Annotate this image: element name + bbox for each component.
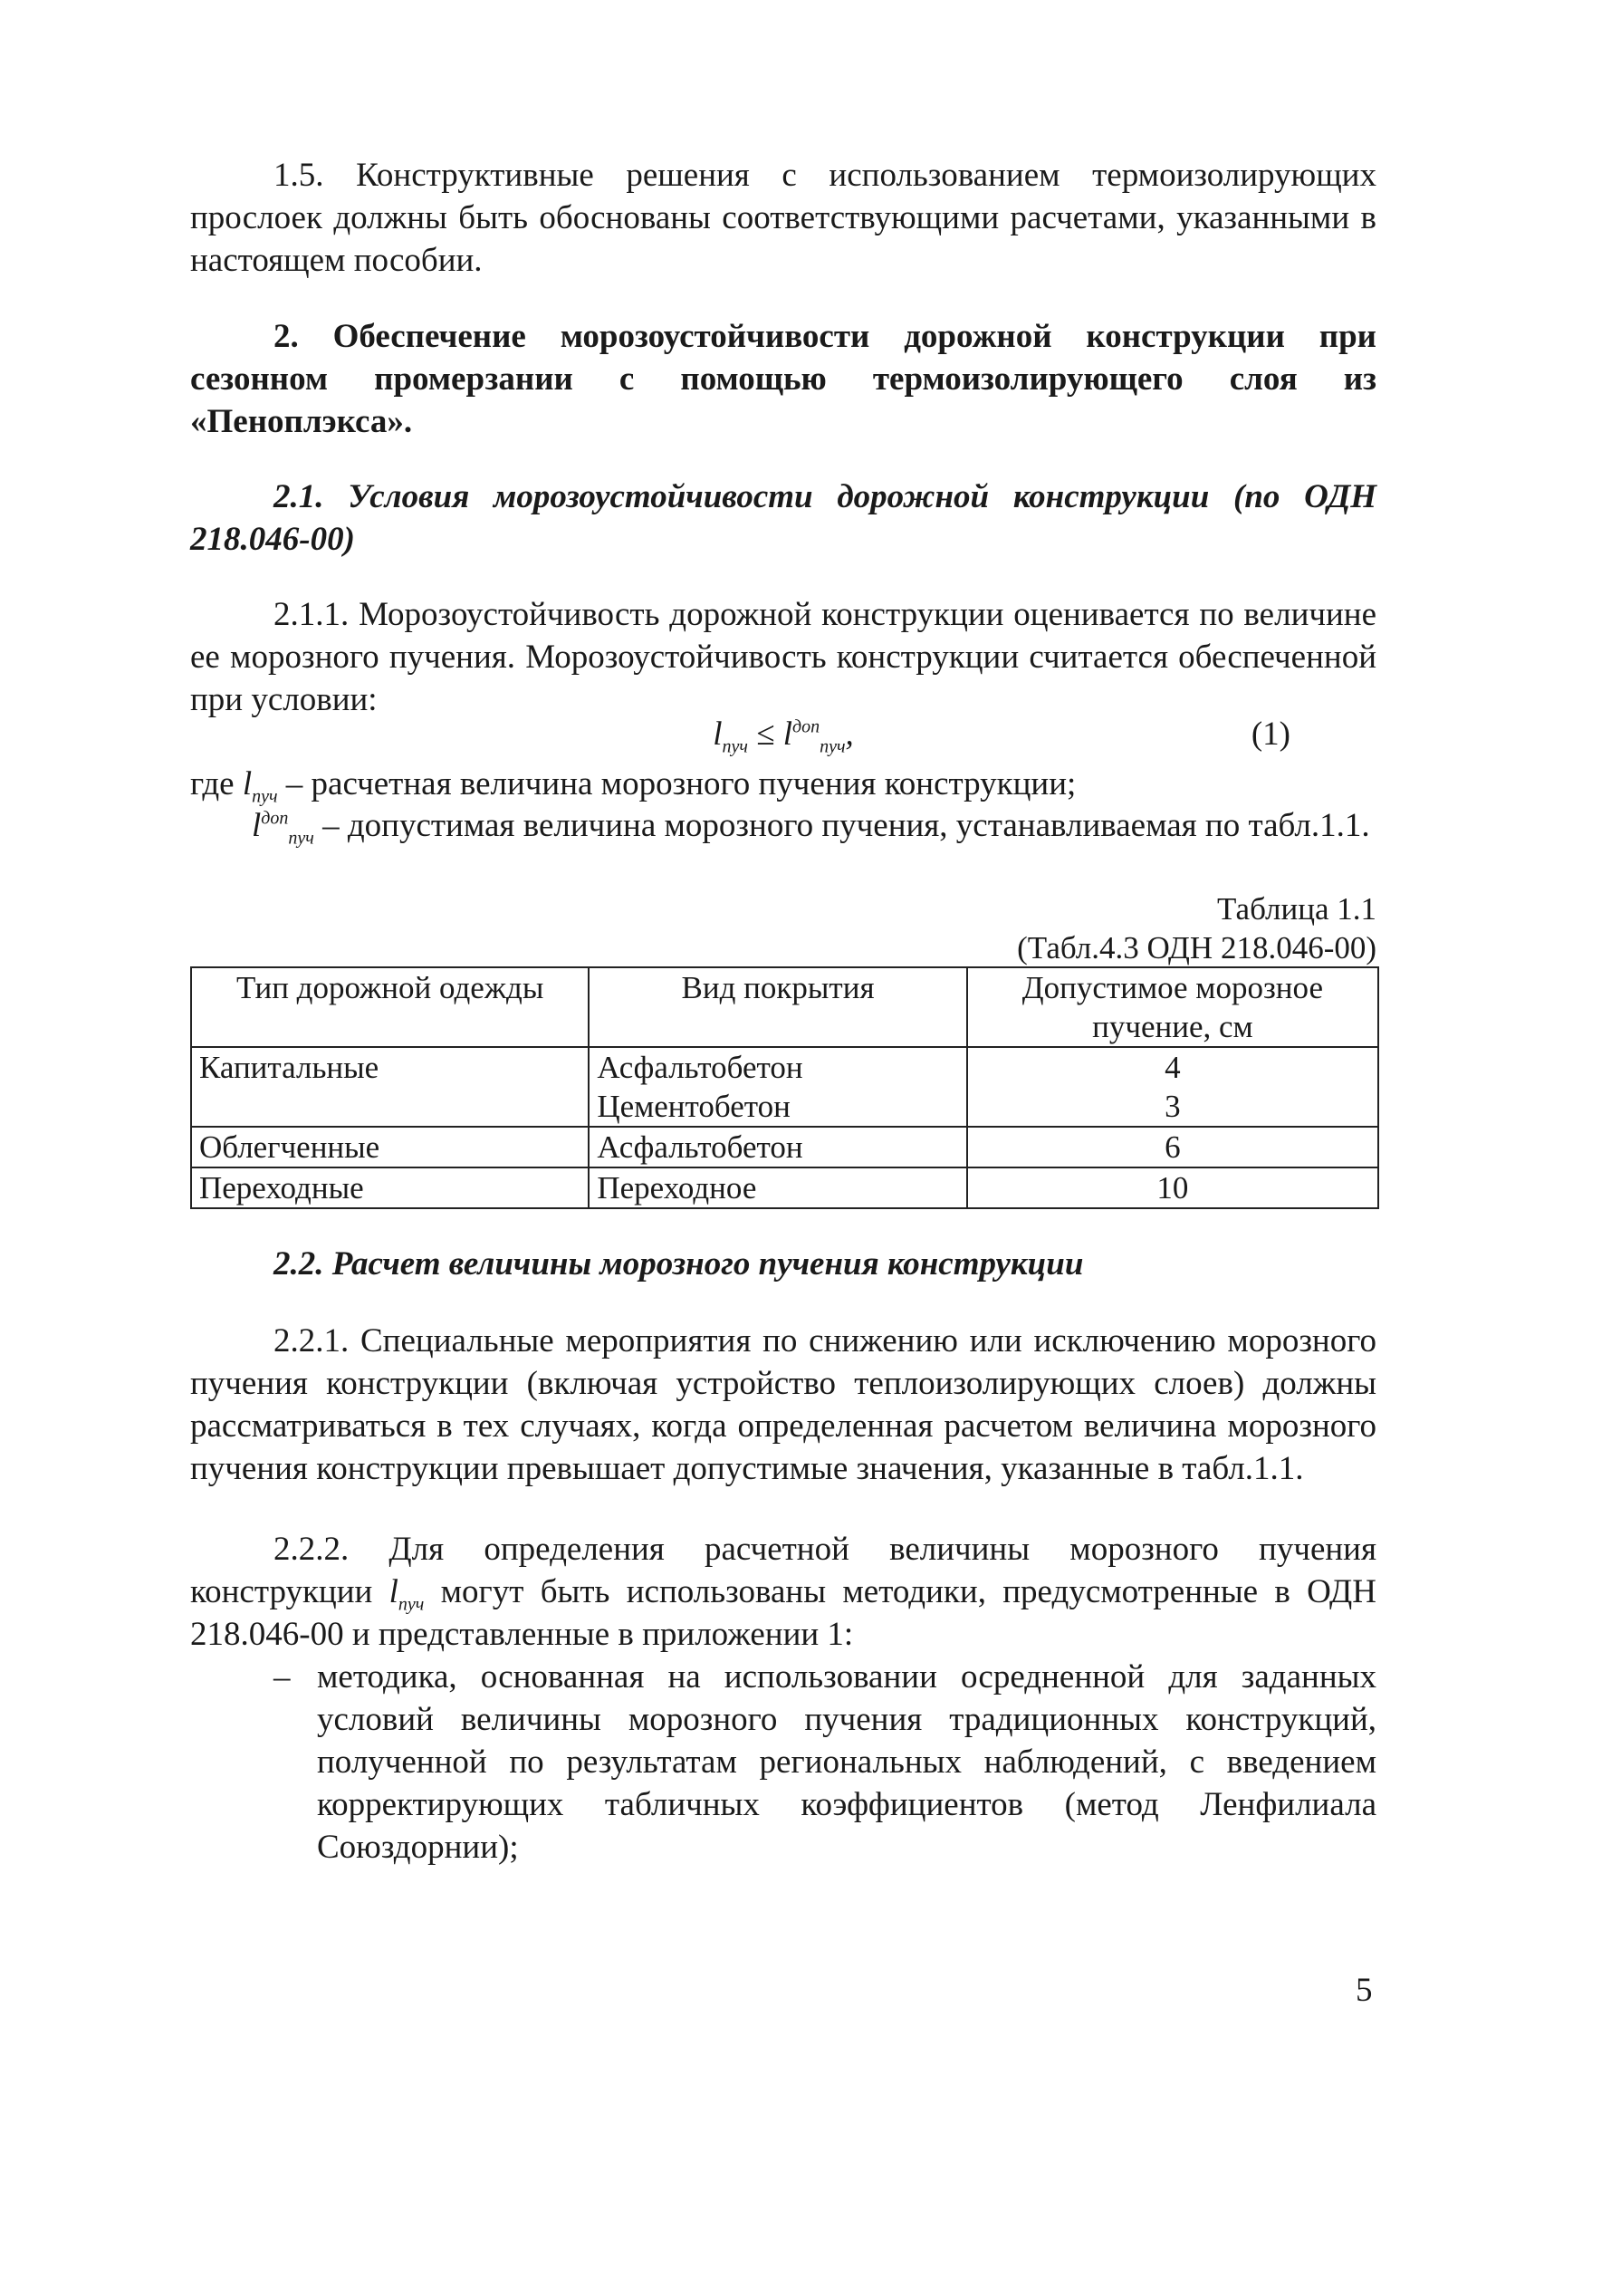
table-source: (Табл.4.3 ОДН 218.046-00) xyxy=(1017,930,1376,965)
paragraph-2-1-1 xyxy=(190,593,1376,721)
text-before: 2.2.2. Для определения расчетной величины морозного пучения конструкции xyxy=(190,1531,1376,1610)
methods-list-block xyxy=(190,1656,1376,1869)
table-header-row xyxy=(191,967,1378,1047)
where-definition-1 xyxy=(190,763,1376,805)
subsection-title: 2.2. Расчет величины морозного пучения конструкции xyxy=(273,1245,1084,1282)
formula-1 xyxy=(190,713,1376,755)
paragraph-1-5 xyxy=(190,154,1376,282)
paragraph-2-2-1 xyxy=(190,1320,1376,1490)
cell-value: 10 xyxy=(967,1167,1378,1208)
definition-text xyxy=(190,804,1376,847)
section-2-2-heading xyxy=(190,1243,1376,1285)
table-caption-block xyxy=(190,889,1376,967)
cell-value: 3 xyxy=(967,1087,1378,1127)
formula-lhs: l xyxy=(713,716,723,753)
table-row xyxy=(191,1047,1378,1087)
page-number: 5 xyxy=(1356,1972,1373,2009)
formula-lhs-sub: пуч xyxy=(722,736,748,757)
frost-heave-table xyxy=(190,966,1379,1209)
formula-operator: ≤ xyxy=(747,716,783,753)
header-cover-type: Вид покрытия xyxy=(589,967,966,1047)
definition-text xyxy=(190,763,1376,805)
table-row xyxy=(191,1127,1378,1167)
definition: – допустимая величина морозного пучения, устанавливаемая по табл.1.1. xyxy=(313,807,1370,844)
symbol: l xyxy=(242,765,253,802)
symbol-sup: доп xyxy=(261,808,289,829)
cell-cover: Асфальтобетон xyxy=(589,1047,966,1087)
section-2-heading xyxy=(190,315,1376,443)
header-pavement-type: Тип дорожной одежды xyxy=(191,967,589,1047)
list-item-text: методика, основанная на использовании осредненной для заданных условий величины морозного пучения традиционных конструкций, полученной по результатам региональных наблюдений, с введением корректирующих табличных коэффициентов (метод Ленфилиала Союздорнии); xyxy=(317,1658,1376,1866)
table-row xyxy=(191,1167,1378,1208)
cell-type: Капитальные xyxy=(191,1047,589,1127)
subsection-title: 2.1. Условия морозоустойчивости дорожной конструкции (по ОДН 218.046-00) xyxy=(190,478,1376,558)
symbol-sub: пуч xyxy=(398,1594,425,1615)
symbol-sub: пуч xyxy=(288,828,314,849)
where-prefix: где xyxy=(190,765,243,802)
methods-list xyxy=(190,1656,1376,1869)
section-2-1-heading xyxy=(190,476,1376,561)
cell-value: 4 xyxy=(967,1047,1378,1087)
paragraph-2-2-2 xyxy=(190,1528,1376,1656)
cell-value: 6 xyxy=(967,1127,1378,1167)
cell-cover: Асфальтобетон xyxy=(589,1127,966,1167)
cell-cover: Переходное xyxy=(589,1167,966,1208)
symbol: l xyxy=(388,1573,398,1610)
formula-rhs-sup: доп xyxy=(792,716,820,737)
paragraph-text xyxy=(190,1528,1376,1656)
section-title: 2. Обеспечение морозоустойчивости дорожной конструкции при сезонном промерзании с помощью термоизолирующего слоя из «Пеноплэкса». xyxy=(190,318,1376,440)
formula-tail: , xyxy=(845,716,854,753)
paragraph-text: 2.2.1. Специальные мероприятия по снижению или исключению морозного пучения конструкции (включая устройство теплоизолирующих слоев) должны рассматриваться в тех случаях, когда определенная расчетом величина морозного пучения конструкции превышает допустимые значения, указанные в табл.1.1. xyxy=(190,1322,1376,1487)
paragraph-text: 2.1.1. Морозоустойчивость дорожной конструкции оценивается по величине ее морозного пучения. Морозоустойчивость конструкции считается обеспеченной при условии: xyxy=(190,596,1376,718)
formula-rhs-sub: пуч xyxy=(820,736,846,757)
symbol: l xyxy=(252,807,262,844)
equation-number: (1) xyxy=(1251,716,1290,753)
where-definition-2 xyxy=(190,804,1376,847)
paragraph-text: 1.5. Конструктивные решения с использованием термоизолирующих прослоек должны быть обоснованы соответствующими расчетами, указанными в настоящем пособии. xyxy=(190,157,1376,279)
symbol-sub: пуч xyxy=(252,786,278,807)
header-allowed-heave: Допустимое морозное пучение, см xyxy=(967,967,1378,1047)
table-caption: Таблица 1.1 xyxy=(1217,891,1376,927)
list-item xyxy=(190,1656,1376,1869)
dash-marker: – xyxy=(273,1658,291,1696)
formula-rhs: l xyxy=(782,716,792,753)
cell-type: Переходные xyxy=(191,1167,589,1208)
definition: – расчетная величина морозного пучения конструкции; xyxy=(277,765,1077,802)
text-after: могут быть использованы методики, предусмотренные в ОДН 218.046-00 и представленные в приложении 1: xyxy=(190,1573,1376,1653)
cell-cover: Цементобетон xyxy=(589,1087,966,1127)
cell-type: Облегченные xyxy=(191,1127,589,1167)
